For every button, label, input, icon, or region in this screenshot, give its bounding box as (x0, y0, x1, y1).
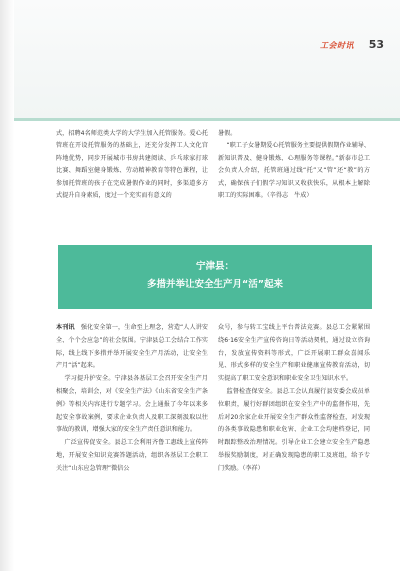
banner-title-line-1: 宁津县： (195, 261, 234, 272)
upper-right-paragraph-1: 暑假。 (218, 130, 237, 137)
header-band (14, 0, 400, 118)
lower-left-paragraph-3: 广泛宣传促安全。县总工会利用齐鲁工惠线上宣传阵地，开展安全知识竞赛答题活动，组织各基层工会职工关注“山东应急管理”微信公 (56, 439, 208, 472)
page-gutter-shadow (0, 0, 14, 571)
lower-right-column (218, 322, 370, 476)
upper-left-column (56, 128, 208, 202)
lower-left-paragraph-1 (56, 322, 208, 373)
upper-right-paragraph-2: “职工子女暑期爱心托管服务主要提供假期作业辅导、新知识普及、健身锻炼、心理服务等课程。”新泰市总工会负责人介绍，托管班通过线“托”又“管”还“教”的方式，确保孩子们假学习知识又收获快乐，从根本上解除职工的实际困难。（辛得志 牛成） (218, 142, 370, 200)
page-number: 53 (368, 38, 384, 51)
upper-article (56, 128, 370, 202)
lower-right-paragraph-2: 监督检查保安全。县总工会认真履行县安委会成员单位职责，履行好群团组织在安全生产中的监督作用，先后对20余家企业开展安全生产群众性监督检查，对发现的各类事故隐患和职业危害、企业工会均建档登记，同时跟踪整改治理情况。引导企业工会建立安全生产隐患举报奖励制度，对正确发现隐患的职工及班组，给予专门奖励。（李祥） (218, 387, 370, 472)
lower-left-column (56, 322, 208, 476)
lead-text: 强化安全第一，生命至上理念，营造“人人讲安全、个个会应急”的社会氛围。宁津县总工会结合工作实际，线上线下多措并举开展安全生产月活动，让安全生产月“活”起来。 (56, 324, 208, 370)
article-title-banner (58, 245, 372, 309)
lead-tag: 本刊讯 (56, 324, 75, 331)
upper-left-paragraph: 式，招聘4名师范类大学的大学生加入托管服务。爱心托管班在开设托管服务的基础上，还充分发挥工人文化宫阵地优势，同步开展城市书房共建阅读、乒乓球家打球比赛、舞蹈室健身锻炼、劳动精神教育等特色课程，让参加托管班的孩子在完成暑假作业的同时，多渠道多方式提升自身素质，度过一个充实而有意义的 (56, 130, 208, 200)
section-label: 工会时讯 (320, 41, 354, 50)
header-divider (14, 118, 400, 121)
upper-right-column (218, 128, 370, 202)
lower-article (56, 322, 370, 476)
banner-title-line-2: 多措并举让安全生产月“活”起来 (147, 279, 283, 290)
lower-left-paragraph-2: 学习提升护安全。宁津县各基层工会召开安全生产月相聚会，培训会，对《安全生产法》《山东省安全生产条例》等相关内容进行专题学习。会上通报了今年以来多起安全事故案例，要求企业负责人及职工深刻汲取以往事故的教训，增强大家的安全生产责任意识和能力。 (56, 375, 208, 434)
lower-right-paragraph-1: 众号，参与转工宝线上平台普法竞赛。县总工会紧紧围绕6·16安全生产宣传咨询日等活动契机，通过设立咨询台，发放宣传资料等形式，广泛开展职工群众喜闻乐见、形式多样的安全生产和职业健康宣传教育活动，切实提高了职工安全意识和职业安全卫生知识水平。 (218, 324, 370, 383)
